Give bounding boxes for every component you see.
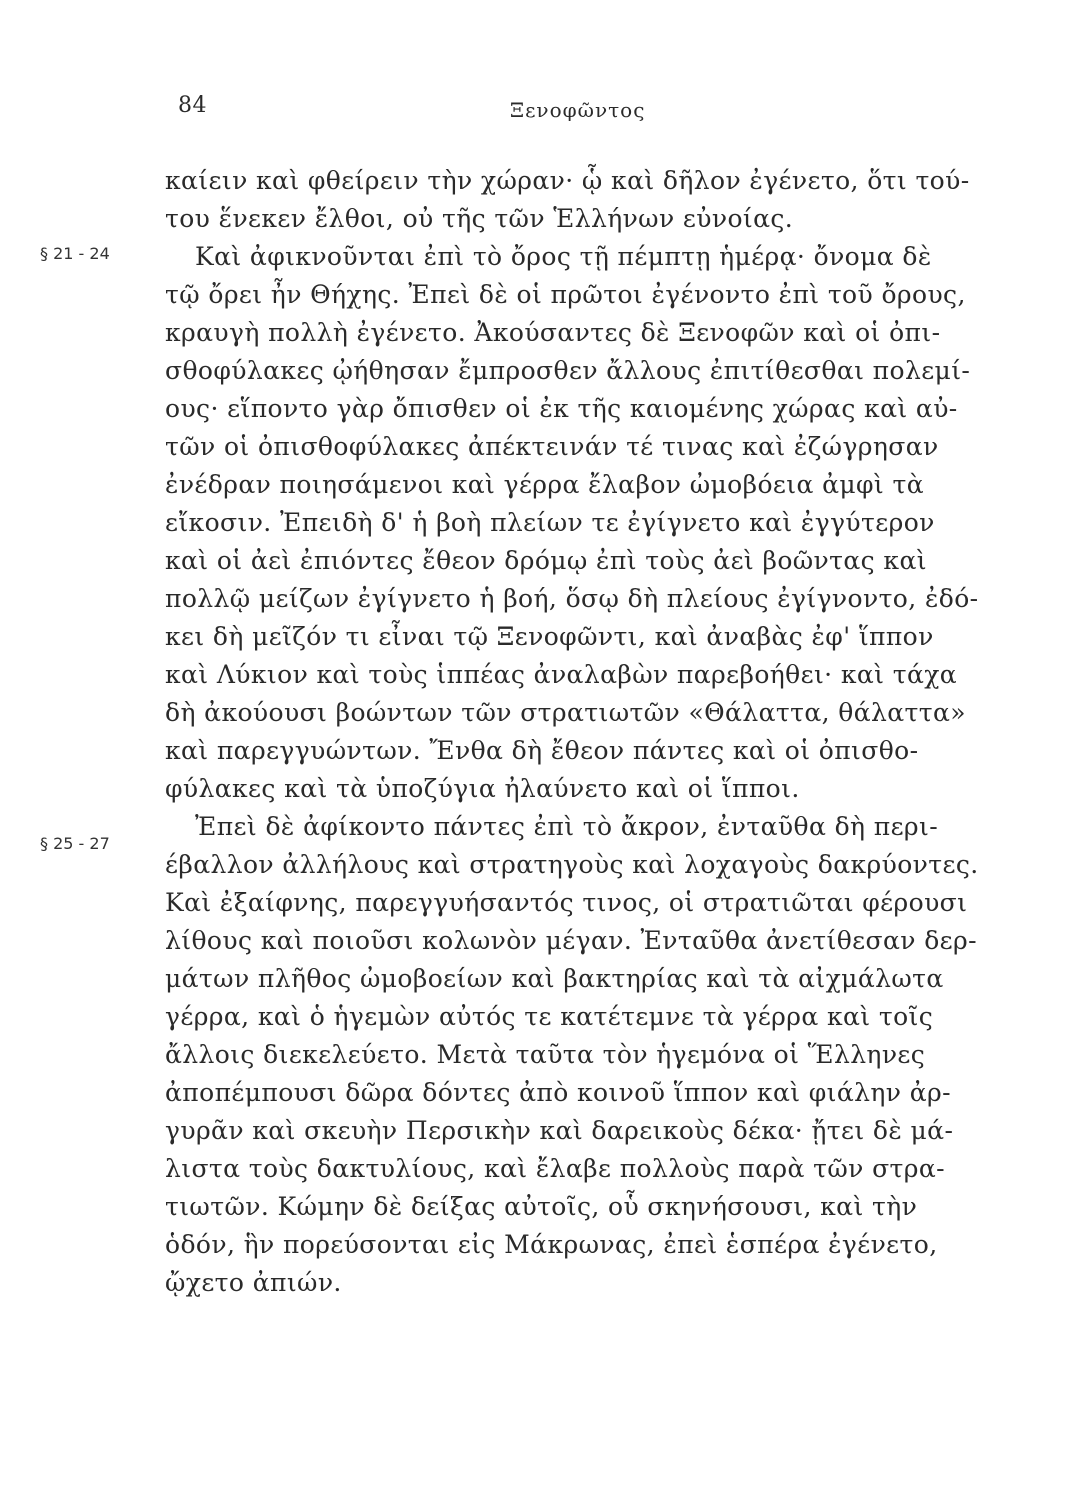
text-line: Ἐπεὶ δὲ ἀφίκοντο πάντες ἐπὶ τὸ ἄκρον, ἐνταῦθα δὴ περι-: [195, 812, 939, 841]
text-line: έβαλλον ἀλλήλους καὶ στρατηγοὺς καὶ λοχαγοὺς δακρύοντες.: [165, 850, 979, 879]
text-line: εἴκοσιν. Ἐπειδὴ δ' ἡ βοὴ πλείων τε ἐγίγνετο καὶ ἐγγύτερον: [165, 508, 935, 537]
text-line: καίειν καὶ φθείρειν τὴν χώραν· ᾧ καὶ δῆλον ἐγένετο, ὅτι τού-: [165, 166, 970, 195]
page-number: 84: [178, 93, 207, 118]
section-marker-25-27: § 25 - 27: [40, 834, 110, 853]
running-title: Ξενοφῶντος: [510, 98, 646, 122]
text-line: ἄλλοις διεκελεύετο. Μετὰ ταῦτα τὸν ἡγεμόνα οἱ Ἕλληνες: [165, 1040, 926, 1069]
section-marker-21-24: § 21 - 24: [40, 244, 110, 263]
text-line: φύλακες καὶ τὰ ὑποζύγια ἠλαύνετο καὶ οἱ ἵπποι.: [165, 774, 800, 803]
text-line: του ἕνεκεν ἔλθοι, οὐ τῆς τῶν Ἑλλήνων εὐνοίας.: [165, 204, 794, 233]
text-line: ὁδόν, ἣν πορεύσονται εἰς Μάκρωνας, ἐπεὶ ἑσπέρα ἐγένετο,: [165, 1230, 938, 1259]
text-line: γέρρα, καὶ ὁ ἡγεμὼν αὐτός τε κατέτεμνε τὰ γέρρα καὶ τοῖς: [165, 1002, 934, 1031]
text-line: ᾤχετο ἀπιών.: [165, 1268, 342, 1297]
text-line: κραυγὴ πολλὴ ἐγένετο. Ἀκούσαντες δὲ Ξενοφῶν καὶ οἱ ὀπι-: [165, 318, 941, 347]
text-line: πολλῷ μείζων ἐγίγνετο ἡ βοή, ὅσῳ δὴ πλείους ἐγίγνοντο, ἐδό-: [165, 584, 979, 613]
text-line: γυρᾶν καὶ σκευὴν Περσικὴν καὶ δαρεικοὺς δέκα· ᾔτει δὲ μά-: [165, 1116, 954, 1145]
text-line: Καὶ ἀφικνοῦνται ἐπὶ τὸ ὄρος τῇ πέμπτῃ ἡμέρᾳ· ὄνομα δὲ: [195, 242, 932, 271]
text-line: καὶ Λύκιον καὶ τοὺς ἱππέας ἀναλαβὼν παρεβοήθει· καὶ τάχα: [165, 660, 958, 689]
text-line: τιωτῶν. Κώμην δὲ δείξας αὐτοῖς, οὗ σκηνήσουσι, καὶ τὴν: [165, 1192, 918, 1221]
text-line: ἐνέδραν ποιησάμενοι καὶ γέρρα ἔλαβον ὠμοβόεια ἀμφὶ τὰ: [165, 470, 924, 499]
text-line: Καὶ ἐξαίφνης, παρεγγυήσαντός τινος, οἱ στρατιῶται φέρουσι: [165, 888, 968, 917]
text-line: ἀποπέμπουσι δῶρα δόντες ἀπὸ κοινοῦ ἵππον καὶ φιάλην ἀρ-: [165, 1078, 951, 1107]
text-line: καὶ οἱ ἀεὶ ἐπιόντες ἔθεον δρόμῳ ἐπὶ τοὺς ἀεὶ βοῶντας καὶ: [165, 546, 927, 575]
text-line: μάτων πλῆθος ὠμοβοείων καὶ βακτηρίας καὶ τὰ αἰχμάλωτα: [165, 964, 944, 993]
text-line: καὶ παρεγγυώντων. Ἔνθα δὴ ἔθεον πάντες καὶ οἱ ὀπισθο-: [165, 736, 919, 765]
text-line: σθοφύλακες ᾠήθησαν ἔμπροσθεν ἄλλους ἐπιτίθεσθαι πολεμί-: [165, 356, 971, 385]
text-line: τῶν οἱ ὀπισθοφύλακες ἀπέκτεινάν τέ τινας καὶ ἐζώγρησαν: [165, 432, 939, 461]
body-text: [165, 162, 990, 1302]
text-line: λιστα τοὺς δακτυλίους, καὶ ἔλαβε πολλοὺς παρὰ τῶν στρα-: [165, 1154, 946, 1183]
text-line: δὴ ἀκούουσι βοώντων τῶν στρατιωτῶν «Θάλαττα, θάλαττα»: [165, 698, 966, 727]
text-line: τῷ ὄρει ἦν Θήχης. Ἐπεὶ δὲ οἱ πρῶτοι ἐγένοντο ἐπὶ τοῦ ὄρους,: [165, 280, 966, 309]
text-line: κει δὴ μεῖζόν τι εἶναι τῷ Ξενοφῶντι, καὶ ἀναβὰς ἐφ' ἵππον: [165, 622, 934, 651]
text-line: λίθους καὶ ποιοῦσι κολωνὸν μέγαν. Ἐνταῦθα ἀνετίθεσαν δερ-: [165, 926, 977, 955]
text-line: ους· εἵποντο γὰρ ὄπισθεν οἱ ἐκ τῆς καιομένης χώρας καὶ αὐ-: [165, 394, 958, 423]
